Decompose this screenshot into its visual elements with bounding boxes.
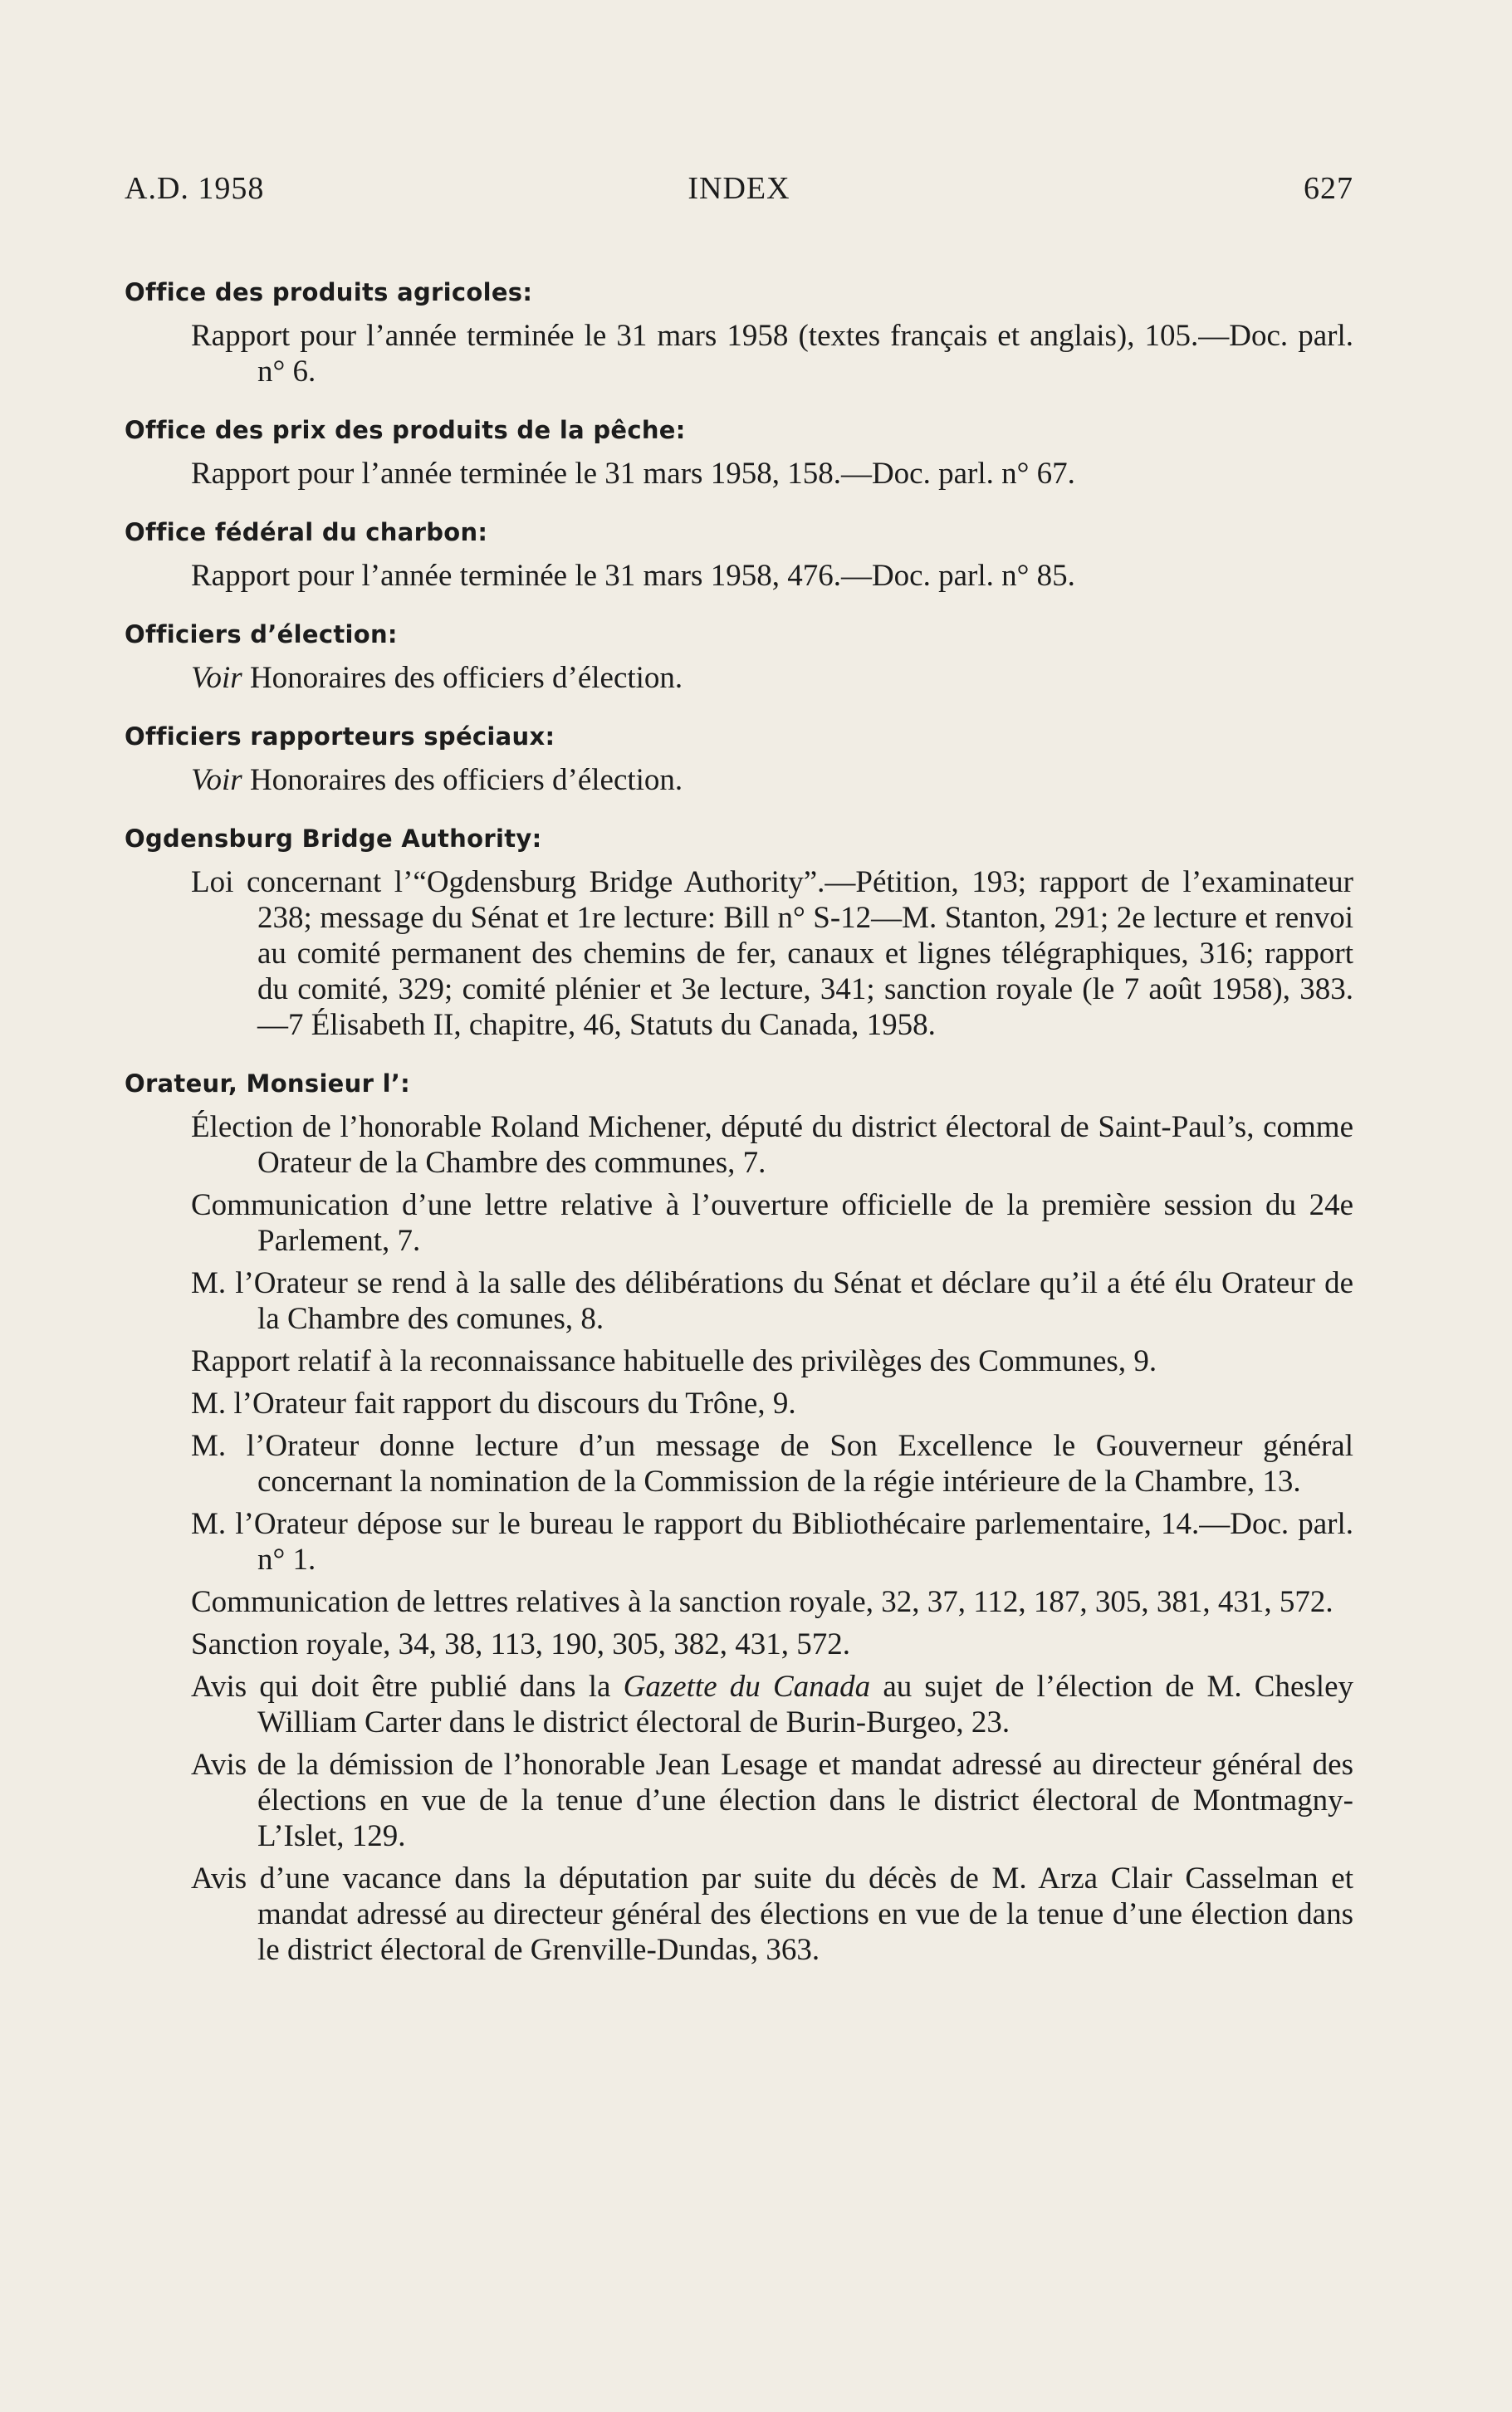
- gazette-title: Gazette du Canada: [623, 1670, 871, 1704]
- entry-subentry: Rapport pour l’année terminée le 31 mars 1958, 158.—Doc. parl. n° 67.: [191, 457, 1075, 491]
- index-entry: [125, 722, 1353, 798]
- entry-subentry: M. l’Orateur se rend à la salle des délibérations du Sénat et déclare qu’il a été élu Orateur de la Chambre des comunes, 8.: [191, 1266, 1353, 1336]
- page-number: 627: [1304, 171, 1353, 206]
- entry-heading: Office fédéral du charbon:: [125, 518, 488, 546]
- entry-heading: Office des prix des produits de la pêche:: [125, 416, 686, 444]
- index-entry: [125, 278, 1353, 389]
- entry-subentry: Rapport relatif à la reconnaissance habituelle des privilèges des Communes, 9.: [191, 1344, 1157, 1378]
- entry-subentry: Rapport pour l’année terminée le 31 mars 1958, 476.—Doc. parl. n° 85.: [191, 559, 1075, 593]
- entry-cross-reference: [191, 660, 1353, 696]
- cross-reference-text: Honoraires des officiers d’élection.: [249, 763, 683, 797]
- entry-heading: Officiers d’élection:: [125, 620, 398, 648]
- index-entry: [125, 824, 1353, 1043]
- entry-subentry: Communication de lettres relatives à la sanction royale, 32, 37, 112, 187, 305, 381, 431, 572.: [191, 1585, 1333, 1619]
- entry-heading: Orateur, Monsieur l’:: [125, 1069, 411, 1098]
- running-head-year: A.D. 1958: [125, 171, 265, 206]
- voir-label: Voir: [191, 763, 242, 797]
- index-entry: [125, 518, 1353, 594]
- entry-subentry: Sanction royale, 34, 38, 113, 190, 305, 382, 431, 572.: [191, 1627, 851, 1661]
- running-head: [125, 170, 1353, 220]
- entry-heading: Officiers rapporteurs spéciaux:: [125, 722, 555, 751]
- entry-subentry: Avis de la démission de l’honorable Jean Lesage et mandat adressé au directeur général des élections en vue de la tenue d’une élection dans le district électoral de Montmagny-L’Islet, 129.: [191, 1748, 1353, 1853]
- entry-subentry: Avis d’une vacance dans la députation par suite du décès de M. Arza Clair Casselman et mandat adressé au directeur général des élections en vue de la tenue d’une élection dans le district électoral de Grenville-Dundas, 363.: [191, 1862, 1353, 1967]
- index-page: [125, 170, 1353, 1994]
- entry-heading: Ogdensburg Bridge Authority:: [125, 824, 542, 853]
- index-entries: [125, 278, 1353, 1968]
- index-entry: [125, 620, 1353, 696]
- entry-subentry: M. l’Orateur donne lecture d’un message de Son Excellence le Gouverneur général concernant la nomination de la Commission de la régie intérieure de la Chambre, 13.: [191, 1429, 1353, 1499]
- entry-subentry: Rapport pour l’année terminée le 31 mars 1958 (textes français et anglais), 105.—Doc. parl. n° 6.: [191, 319, 1353, 389]
- index-entry: [125, 1069, 1353, 1968]
- entry-cross-reference: [191, 762, 1353, 798]
- running-head-title: INDEX: [687, 171, 790, 206]
- entry-subentry: Élection de l’honorable Roland Michener, député du district électoral de Saint-Paul’s, comme Orateur de la Chambre des communes, 7.: [191, 1110, 1353, 1180]
- index-entry: [125, 416, 1353, 492]
- gazette-text-before: Avis qui doit être publié dans la: [191, 1670, 611, 1704]
- entry-subentry: M. l’Orateur dépose sur le bureau le rapport du Bibliothécaire parlementaire, 14.—Doc. parl. n° 1.: [191, 1507, 1353, 1577]
- voir-label: Voir: [191, 661, 242, 695]
- entry-subentry: M. l’Orateur fait rapport du discours du Trône, 9.: [191, 1387, 796, 1421]
- entry-subentry-gazette: [191, 1669, 1354, 1740]
- entry-subentry: Loi concernant l’“Ogdensburg Bridge Authority”.—Pétition, 193; rapport de l’examinateur 238; message du Sénat et 1re lecture: Bill n° S-12—M. Stanton, 291; 2e lecture et renvoi au comité permanent des chemins de fer, canaux et lignes télégraphiques, 316; rapport du comité, 329; comité plénier et 3e lecture, 341; sanction royale (le 7 août 1958), 383.—7 Élisabeth II, chapitre, 46, Statuts du Canada, 1958.: [191, 865, 1353, 1042]
- entry-heading: Office des produits agricoles:: [125, 278, 533, 306]
- gazette-text-after: au sujet de l’élection de M. Chesley William Carter dans le district électoral de Burin-Burgeo, 23.: [257, 1670, 1354, 1739]
- cross-reference-text: Honoraires des officiers d’élection.: [249, 661, 683, 695]
- entry-subentry: Communication d’une lettre relative à l’ouverture officielle de la première session du 24e Parlement, 7.: [191, 1188, 1353, 1258]
